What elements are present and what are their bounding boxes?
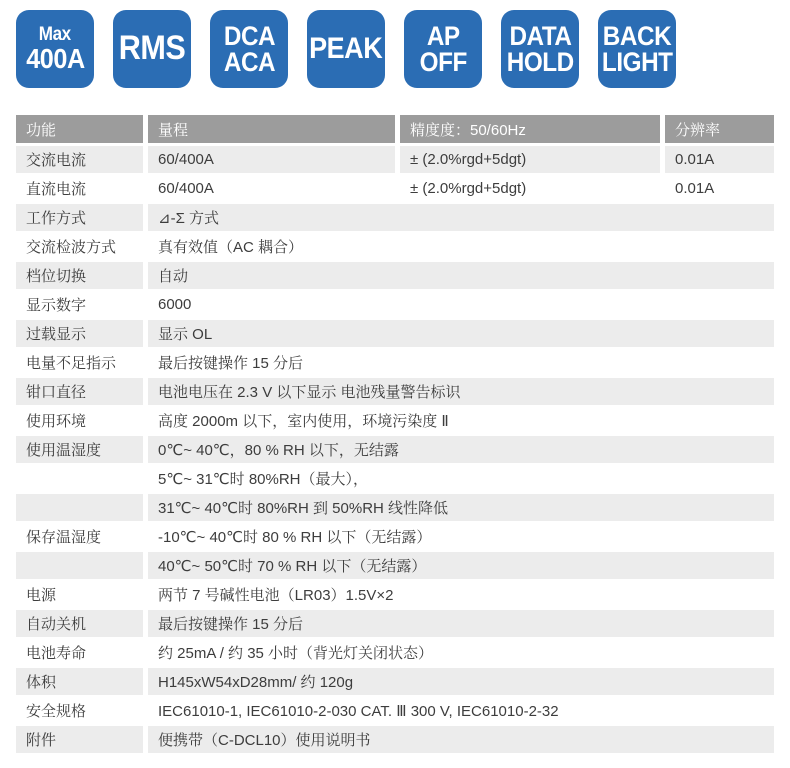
row-label <box>16 552 143 579</box>
row-label: 交流电流 <box>16 146 143 173</box>
row-value: 最后按键操作 15 分后 <box>148 349 774 376</box>
row-value: ± (2.0%rgd+5dgt) <box>400 175 660 202</box>
row-value: -10℃~ 40℃时 80 % RH 以下（无结露） <box>148 523 774 550</box>
row-value: 便携带（C-DCL10）使用说明书 <box>148 726 774 753</box>
table-row <box>16 668 774 695</box>
table-body <box>16 146 774 753</box>
row-label: 电池寿命 <box>16 639 143 666</box>
table-row <box>16 378 774 405</box>
row-label: 直流电流 <box>16 175 143 202</box>
row-value: 60/400A <box>148 175 395 202</box>
table-row <box>16 523 774 550</box>
table-row <box>16 639 774 666</box>
table-row <box>16 465 774 492</box>
badge-label: RMS <box>118 29 186 68</box>
badge-label: DCA <box>223 20 275 51</box>
row-value: H145xW54xD28mm/ 约 120g <box>148 668 774 695</box>
table-row <box>16 494 774 521</box>
row-label: 交流检波方式 <box>16 233 143 260</box>
row-value: 0.01A <box>665 175 774 202</box>
row-label: 电量不足指示 <box>16 349 143 376</box>
badge-label: OFF <box>419 47 467 77</box>
table-row <box>16 146 774 173</box>
row-label: 显示数字 <box>16 291 143 318</box>
spec-table <box>16 115 774 755</box>
badge-label: 400A <box>25 42 85 74</box>
row-label: 安全规格 <box>16 697 143 724</box>
row-value: 真有效值（AC 耦合） <box>148 233 774 260</box>
row-value: 显示 OL <box>148 320 774 347</box>
badge-max-400a <box>16 10 94 88</box>
badge-label: AP <box>426 20 460 51</box>
badge-dca-aca <box>210 10 288 88</box>
row-value: IEC61010-1, IEC61010-2-030 CAT. Ⅲ 300 V, IEC61010-2-32 <box>148 697 774 724</box>
column-header: 量程 <box>148 115 395 143</box>
table-row <box>16 436 774 463</box>
row-label: 使用温湿度 <box>16 436 143 463</box>
feature-badge-row <box>16 10 676 88</box>
row-label: 钳口直径 <box>16 378 143 405</box>
row-label: 自动关机 <box>16 610 143 637</box>
row-label: 保存温湿度 <box>16 523 143 550</box>
badge-label: HOLD <box>506 47 574 77</box>
badge-label: LIGHT <box>601 47 673 77</box>
row-label <box>16 494 143 521</box>
badge-rms <box>113 10 191 88</box>
table-row <box>16 581 774 608</box>
row-value: 高度 2000m 以下，室内使用，环境污染度 Ⅱ <box>148 407 774 434</box>
table-row <box>16 552 774 579</box>
table-header-row <box>16 115 774 143</box>
row-value: 自动 <box>148 262 774 289</box>
badge-peak <box>307 10 385 88</box>
table-row <box>16 610 774 637</box>
row-value: 6000 <box>148 291 774 318</box>
table-row <box>16 175 774 202</box>
badge-data-hold <box>501 10 579 88</box>
table-row <box>16 204 774 231</box>
column-header: 精度度：50/60Hz <box>400 115 660 143</box>
row-label <box>16 465 143 492</box>
badge-back-light <box>598 10 676 88</box>
row-value: 0.01A <box>665 146 774 173</box>
table-row <box>16 407 774 434</box>
table-row <box>16 726 774 753</box>
row-label: 使用环境 <box>16 407 143 434</box>
badge-ap-off <box>404 10 482 88</box>
badge-label: BACK <box>602 20 672 51</box>
row-value: 最后按键操作 15 分后 <box>148 610 774 637</box>
table-row <box>16 320 774 347</box>
row-label: 体积 <box>16 668 143 695</box>
row-value: ⊿-Σ 方式 <box>148 204 774 231</box>
row-value: 电池电压在 2.3 V 以下显示 电池残量警告标识 <box>148 378 774 405</box>
column-header: 功能 <box>16 115 143 143</box>
row-label: 档位切换 <box>16 262 143 289</box>
table-row <box>16 262 774 289</box>
table-row <box>16 349 774 376</box>
row-value: ± (2.0%rgd+5dgt) <box>400 146 660 173</box>
table-row <box>16 291 774 318</box>
badge-label: PEAK <box>309 32 383 66</box>
row-label: 过载显示 <box>16 320 143 347</box>
row-label: 附件 <box>16 726 143 753</box>
badge-label: Max <box>39 23 71 45</box>
row-value: 31℃~ 40℃时 80%RH 到 50%RH 线性降低 <box>148 494 774 521</box>
row-label: 电源 <box>16 581 143 608</box>
row-value: 两节 7 号碱性电池（LR03）1.5V×2 <box>148 581 774 608</box>
table-row <box>16 697 774 724</box>
badge-label: ACA <box>223 47 275 77</box>
row-value: 60/400A <box>148 146 395 173</box>
row-value: 40℃~ 50℃时 70 % RH 以下（无结露） <box>148 552 774 579</box>
table-row <box>16 233 774 260</box>
row-label: 工作方式 <box>16 204 143 231</box>
row-value: 0℃~ 40℃，80 % RH 以下，无结露 <box>148 436 774 463</box>
row-value: 约 25mA / 约 35 小时（背光灯关闭状态） <box>148 639 774 666</box>
row-value: 5℃~ 31℃时 80%RH（最大）， <box>148 465 774 492</box>
column-header: 分辨率 <box>665 115 774 143</box>
badge-label: DATA <box>508 20 572 51</box>
